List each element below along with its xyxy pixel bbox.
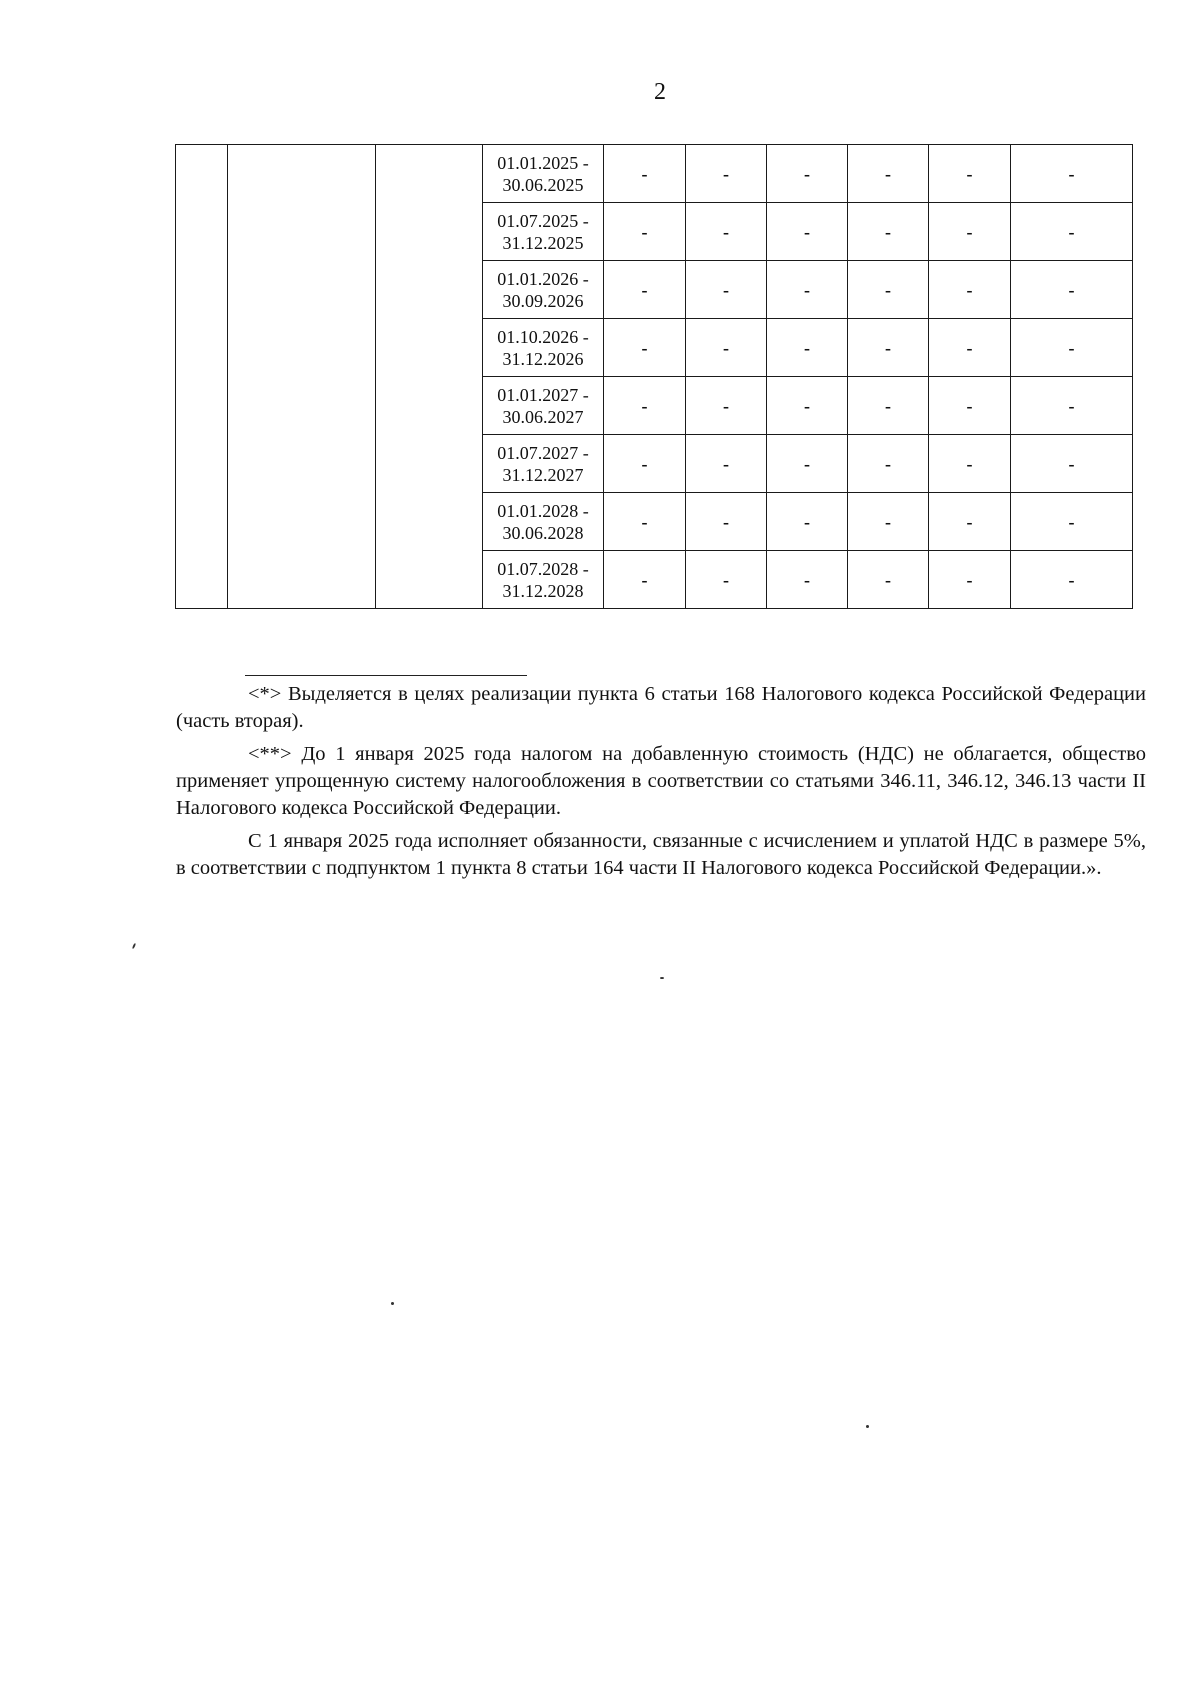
merged-cell-col-1	[176, 145, 228, 609]
footnote-double-asterisk: <**> До 1 января 2025 года налогом на добавленную стоимость (НДС) не облагается, общество применяет упрощенную систему налогообложения в соответствии со статьями 346.11, 346.12, 346.13 части II Налогового кодекса Российской Федерации.	[176, 743, 1146, 819]
period-cell: 01.10.2026 - 31.12.2026	[483, 319, 604, 377]
value-cell: -	[686, 319, 767, 377]
value-cell: -	[686, 435, 767, 493]
value-cell: -	[604, 203, 686, 261]
value-cell: -	[848, 261, 929, 319]
value-cell: -	[767, 551, 848, 609]
value-cell: -	[604, 377, 686, 435]
value-cell: -	[604, 435, 686, 493]
value-cell: -	[767, 377, 848, 435]
value-cell: -	[848, 203, 929, 261]
footnotes	[176, 681, 1146, 888]
value-cell: -	[686, 493, 767, 551]
period-cell: 01.01.2028 - 30.06.2028	[483, 493, 604, 551]
period-cell: 01.01.2026 - 30.09.2026	[483, 261, 604, 319]
value-cell: -	[604, 145, 686, 203]
value-cell: -	[1011, 203, 1133, 261]
value-cell: -	[767, 261, 848, 319]
value-cell: -	[848, 493, 929, 551]
value-cell: -	[686, 145, 767, 203]
tariff-table	[175, 144, 1133, 609]
value-cell: -	[767, 203, 848, 261]
value-cell: -	[686, 377, 767, 435]
value-cell: -	[767, 493, 848, 551]
value-cell: -	[848, 435, 929, 493]
period-cell: 01.01.2027 - 30.06.2027	[483, 377, 604, 435]
merged-cell-col-2	[228, 145, 376, 609]
value-cell: -	[767, 435, 848, 493]
value-cell: -	[1011, 551, 1133, 609]
period-cell: 01.07.2025 - 31.12.2025	[483, 203, 604, 261]
table-row	[176, 145, 1133, 203]
footnote-single-asterisk: <*> Выделяется в целях реализации пункта 6 статьи 168 Налогового кодекса Российской Федерации (часть вторая).	[176, 683, 1146, 732]
page-number: 2	[654, 79, 666, 105]
value-cell: -	[604, 319, 686, 377]
value-cell: -	[1011, 493, 1133, 551]
value-cell: -	[929, 319, 1011, 377]
scan-speck	[660, 977, 664, 979]
value-cell: -	[604, 493, 686, 551]
value-cell: -	[1011, 319, 1133, 377]
value-cell: -	[686, 261, 767, 319]
scan-speck	[866, 1425, 869, 1428]
period-cell: 01.01.2025 - 30.06.2025	[483, 145, 604, 203]
footnote-separator	[245, 675, 527, 676]
value-cell: -	[929, 551, 1011, 609]
value-cell: -	[929, 493, 1011, 551]
value-cell: -	[1011, 261, 1133, 319]
value-cell: -	[929, 435, 1011, 493]
value-cell: -	[929, 203, 1011, 261]
value-cell: -	[686, 551, 767, 609]
footnote-vat-paragraph: С 1 января 2025 года исполняет обязанности, связанные с исчислением и уплатой НДС в размере 5%, в соответствии с подпунктом 1 пункта 8 статьи 164 части II Налогового кодекса Российской Федерации.».	[176, 830, 1146, 879]
period-cell: 01.07.2028 - 31.12.2028	[483, 551, 604, 609]
value-cell: -	[929, 261, 1011, 319]
value-cell: -	[686, 203, 767, 261]
scan-speck	[132, 943, 136, 949]
scan-speck	[391, 1302, 394, 1305]
period-cell: 01.07.2027 - 31.12.2027	[483, 435, 604, 493]
value-cell: -	[767, 145, 848, 203]
value-cell: -	[848, 319, 929, 377]
value-cell: -	[1011, 377, 1133, 435]
value-cell: -	[604, 261, 686, 319]
value-cell: -	[929, 145, 1011, 203]
value-cell: -	[848, 551, 929, 609]
value-cell: -	[767, 319, 848, 377]
value-cell: -	[1011, 145, 1133, 203]
value-cell: -	[929, 377, 1011, 435]
value-cell: -	[848, 377, 929, 435]
merged-cell-col-3	[376, 145, 483, 609]
table-body	[176, 145, 1133, 609]
value-cell: -	[1011, 435, 1133, 493]
value-cell: -	[604, 551, 686, 609]
value-cell: -	[848, 145, 929, 203]
